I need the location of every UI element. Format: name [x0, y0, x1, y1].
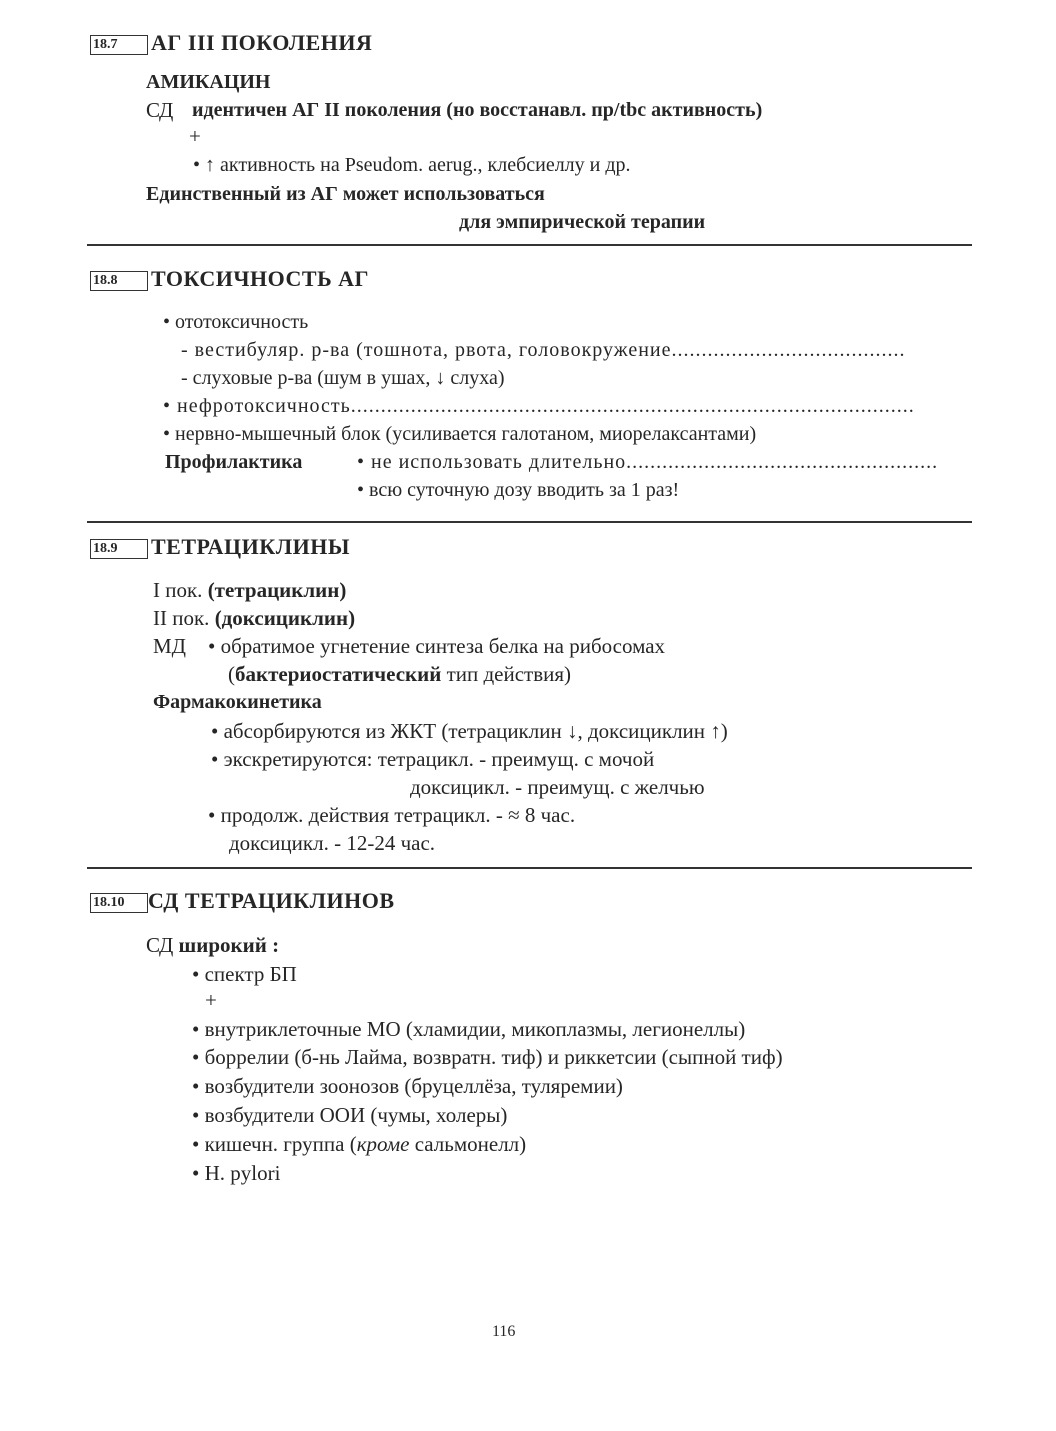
section-title: ТЕТРАЦИКЛИНЫ	[151, 534, 350, 559]
list-item: • спектр БП	[192, 962, 297, 986]
section-divider	[87, 867, 972, 869]
section-number-box: 18.9	[90, 539, 148, 559]
drug-name: (доксициклин)	[214, 606, 356, 630]
section-title: СД ТЕТРАЦИКЛИНОВ	[148, 888, 395, 913]
pk-item: • продолж. действия тетрацикл. - ≈ 8 час.	[208, 803, 576, 827]
sd-value: широкий :	[178, 933, 280, 957]
italic-term: кроме	[356, 1132, 410, 1156]
section-number-box: 18.7	[90, 35, 148, 55]
section-number-box: 18.8	[90, 271, 148, 291]
prophylaxis-item: • не использовать длительно....................................................	[357, 451, 939, 473]
generation-line	[153, 578, 346, 603]
section-divider	[87, 521, 972, 523]
list-item: • возбудители ООИ (чумы, холеры)	[192, 1103, 508, 1127]
list-item: • внутриклеточные МО (хламидии, микоплазмы, легионеллы)	[192, 1017, 746, 1041]
md-label: МД	[153, 634, 186, 658]
pk-item-continued: доксицикл. - 12-24 час.	[229, 831, 436, 855]
list-item: • ототоксичность	[163, 311, 309, 333]
md-line: • обратимое угнетение синтеза белка на рибосомах	[208, 634, 666, 658]
pk-item-continued: доксицикл. - преимущ. с желчью	[410, 775, 705, 799]
pharmacokinetics-label: Фармакокинетика	[153, 691, 322, 713]
note-line: Единственный из АГ может использоваться	[146, 183, 545, 205]
sd-label: СД	[146, 98, 174, 122]
section-title: АГ III ПОКОЛЕНИЯ	[151, 30, 373, 55]
note-line: для эмпирической терапии	[459, 211, 706, 233]
list-item: • нефротоксичность..............................................................................................	[163, 395, 915, 417]
section-divider	[87, 244, 972, 246]
section-title: ТОКСИЧНОСТЬ АГ	[151, 266, 370, 291]
bacteriostatic-term: бактериостатический	[235, 662, 442, 686]
pk-item: • экскретируются: тетрацикл. - преимущ. с мочой	[211, 747, 655, 771]
drug-name: АМИКАЦИН	[146, 71, 271, 93]
generation-label: I пок.	[153, 578, 203, 602]
plus-sign: +	[189, 124, 201, 148]
list-item: • H. pylori	[192, 1161, 281, 1185]
plus-sign: +	[205, 988, 217, 1012]
drug-name: (тетрациклин)	[207, 578, 347, 602]
bullet-item: • ↑ активность на Pseudom. aerug., клебсиеллу и др.	[193, 154, 631, 176]
list-item: • нервно-мышечный блок (усиливается галотаном, миорелаксантами)	[163, 423, 757, 445]
sd-line	[146, 933, 279, 958]
generation-label: II пок.	[153, 606, 210, 630]
prophylaxis-item: • всю суточную дозу вводить за 1 раз!	[357, 479, 680, 501]
generation-line	[153, 606, 355, 631]
list-item: • кишечн. группа (кроме сальмонелл)	[192, 1132, 527, 1156]
list-subitem: - вестибуляр. р-ва (тошнота, рвота, головокружение.......................................	[181, 339, 906, 361]
page-number: 116	[492, 1323, 516, 1340]
list-subitem: - слуховые р-ва (шум в ушах, ↓ слуха)	[181, 367, 505, 389]
md-line-2: (бактериостатический тип действия)	[228, 662, 572, 686]
section-number-box: 18.10	[90, 893, 148, 913]
sd-label: СД	[146, 933, 174, 957]
list-item: • возбудители зоонозов (бруцеллёза, туляремии)	[192, 1074, 623, 1098]
prophylaxis-label: Профилактика	[165, 451, 303, 473]
pk-item: • абсорбируются из ЖКТ (тетрациклин ↓, доксициклин ↑)	[211, 719, 728, 743]
list-item: • боррелии (б-нь Лайма, возвратн. тиф) и риккетсии (сыпной тиф)	[192, 1045, 783, 1069]
sd-text: идентичен АГ II поколения (но восстанавл. пр/tbc активность)	[192, 99, 763, 121]
